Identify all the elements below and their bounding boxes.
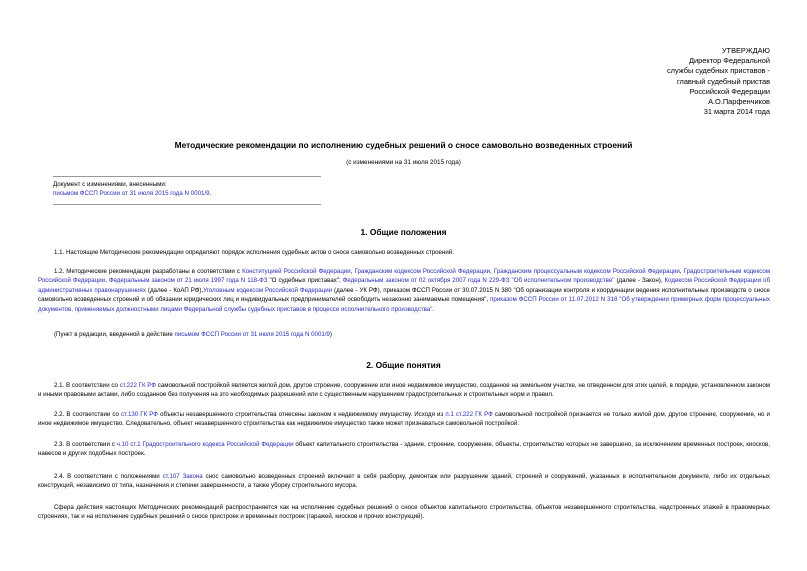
link-civil-procedure-code[interactable]: Гражданским процессуальным кодексом Российской Федерации bbox=[493, 268, 680, 275]
paragraph-2-1 bbox=[38, 381, 770, 400]
paragraph-note bbox=[38, 330, 770, 339]
text: . bbox=[432, 305, 435, 313]
changes-box bbox=[53, 176, 321, 205]
approval-block bbox=[570, 46, 770, 117]
text: 2.4. В соответствии с положениями bbox=[54, 473, 163, 480]
text: (Пункт в редакции, введенной в действие bbox=[54, 331, 175, 338]
paragraph-2-3 bbox=[38, 440, 770, 459]
text: , bbox=[350, 268, 355, 275]
changes-label: Документ с изменениями, внесенными: bbox=[53, 181, 167, 188]
link-civil-code[interactable]: Гражданским кодексом Российской Федерации bbox=[354, 268, 491, 275]
changes-end: . bbox=[209, 190, 212, 198]
text: 2.3. В соответствии с bbox=[54, 441, 117, 448]
document-title: Методические рекомендации по исполнению судебных решений о сносе самовольно возведенных строений bbox=[174, 140, 633, 150]
changes-link[interactable]: письмом ФССП России от 31 июля 2015 года N 0001/9 bbox=[53, 190, 210, 198]
approval-line: службы судебных приставов - bbox=[666, 66, 770, 76]
paragraph-1-1: 1.1. Настоящие Методические рекомендации определяют порядок исполнения судебных актов о сносе самовольно возведенных строений. bbox=[54, 249, 454, 256]
text: (далее - Закон), bbox=[614, 277, 665, 285]
text: самовольной постройкой признается не только жилой дом, другое строение, сооружение, но и иное недвижимое имущество. Следовательно, объект незавершенного строительства как недвижимое имущество также может признаваться самовольной постройкой. bbox=[38, 411, 770, 428]
link-art-222-p1[interactable]: п.1 ст.222 ГК РФ bbox=[445, 411, 493, 418]
text: "О судебных приставах"; bbox=[267, 277, 343, 285]
text: 2.1. В соответствии со bbox=[54, 382, 120, 389]
paragraph-2-4 bbox=[38, 472, 770, 491]
link-letter[interactable]: письмом ФССП России от 31 июля 2015 года N 0001/9 bbox=[174, 331, 330, 338]
text: 1.2. Методические рекомендации разработаны в соответствии с bbox=[54, 268, 243, 275]
link-art-107[interactable]: ст.107 Закона bbox=[162, 473, 203, 480]
text: 2.2. В соответствии со bbox=[54, 411, 122, 418]
text: (далее - КоАП РФ), bbox=[145, 286, 204, 294]
section-2-heading: 2. Общие понятия bbox=[366, 360, 441, 370]
text: , bbox=[490, 268, 494, 275]
link-law-229fz[interactable]: Федеральным законом от 02 октября 2007 года N 229-ФЗ "Об исполнительном производстве" bbox=[342, 277, 615, 285]
paragraph-2-2 bbox=[38, 410, 770, 429]
text: объект капитального строительства - здание, строение, сооружение, объекты, строительство которых не завершено, за исключением временных построек, киосков, навесов и других подобных построек. bbox=[38, 441, 770, 458]
paragraph-1-2 bbox=[38, 267, 770, 314]
link-law-118fz[interactable]: Федеральным законом от 21 июля 1997 года N 118-ФЗ bbox=[108, 277, 268, 285]
text: объекты незавершенного строительства отнесены законом к недвижимому имуществу. Исходя из bbox=[157, 411, 446, 418]
changes-link-line bbox=[53, 189, 321, 198]
link-criminal-code[interactable]: Уголовным кодексом Российской Федерации bbox=[203, 286, 333, 294]
link-urban-code-art1[interactable]: ч.10 ст.1 Градостроительного кодекса Российской Федерации bbox=[116, 441, 294, 448]
section-1-heading: 1. Общие положения bbox=[360, 227, 447, 237]
text: самовольной постройкой является жилой дом, другое строение, сооружение или иное недвижимое имущество, созданное на земельном участке, не отведенном для этих целей, в порядке, установленном законом и иными правовыми актами, либо созданное без получения на это необходимых разрешений или с существенным нарушением градостроительных и строительных норм и правил. bbox=[38, 382, 770, 399]
text: (далее - УК РФ), приказом ФССП России от 30.07.2015 N 380 "Об организации контроля и координации ведения исполнительных производств о сносе самовольно возведенных строений и об обязании юридических лиц и индивидуальных предпринимателей освободить незаконно занимаемые помещения", bbox=[38, 286, 770, 304]
link-order-318[interactable]: приказом ФССП России от 11.07.2012 N 318 "Об утверждении примерных форм процессуальных документов, применяемых должностными лицами Федеральной службы судебных приставов в процессе исполнительного производства" bbox=[38, 296, 770, 313]
link-constitution[interactable]: Конституцией Российской Федерации bbox=[242, 268, 351, 275]
approval-line: Российской Федерации bbox=[689, 86, 770, 96]
text: снос самовольно возведенных строений включает в себя разборку, демонтаж или разрушение зданий, строений и сооружений, указанных в исполнительном документе, либо их отдельных конструкций, независимо от типа, назначения и степени завершенности, а также уборку строительного мусора. bbox=[38, 473, 770, 490]
text: , bbox=[105, 277, 109, 285]
paragraph-2-5: Сфера действия настоящих Методических рекомендаций распространяется как на исполнение судебных решений о сносе объектов капитального строительства, объектов незавершенного строительства, надстроенных этажей в правомерных строениях, так и на исполнение судебных решений о сносе пристроек и временных построек (гаражей, киосков и прочих конструкций). bbox=[38, 504, 770, 521]
link-art-130[interactable]: ст.130 ГК РФ bbox=[121, 411, 158, 418]
approval-line: А.О.Парфенчиков bbox=[708, 97, 770, 107]
link-koap[interactable]: Кодексом Российской Федерации об административных правонарушениях bbox=[38, 277, 770, 294]
document-subtitle: (с изменениями на 31 июля 2015 года) bbox=[346, 159, 461, 166]
text: ) bbox=[329, 331, 332, 338]
text: , bbox=[679, 268, 684, 275]
approval-line: главный судебный пристав bbox=[676, 76, 770, 86]
link-art-222[interactable]: ст.222 ГК РФ bbox=[119, 382, 157, 389]
approval-line: 31 марта 2014 года bbox=[703, 107, 770, 117]
link-urban-planning-code[interactable]: Градостроительным кодексом Российской Федерации bbox=[38, 268, 771, 285]
approval-line: УТВЕРЖДАЮ bbox=[721, 46, 770, 55]
approval-line: Директор Федеральной bbox=[689, 56, 770, 66]
